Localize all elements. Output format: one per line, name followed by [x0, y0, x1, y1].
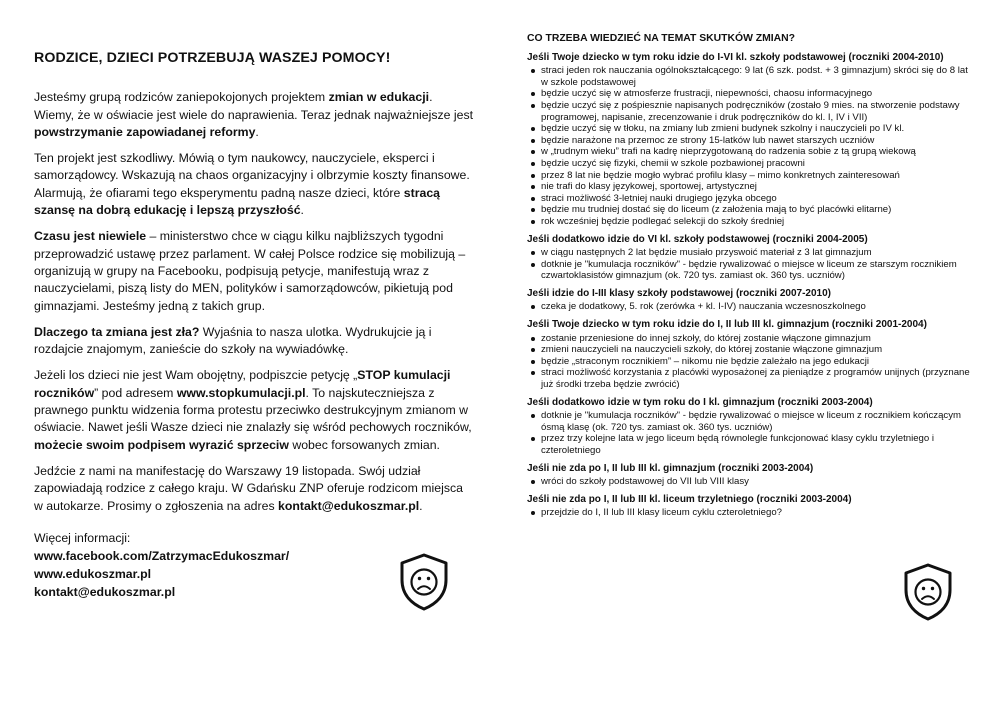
list-item: rok wcześniej będzie podlegać selekcji do szkoły średniej [541, 216, 972, 228]
list-item: będzie „straconym rocznikiem” – nikomu nie będzie zależało na jego edukacji [541, 356, 972, 368]
emphasis: Dlaczego ta zmiana jest zła? [34, 324, 200, 339]
section-heading: Jeśli dodatkowo idzie w tym roku do I kl. gimnazjum (roczniki 2003-2004) [527, 396, 873, 408]
contact-email-link[interactable]: kontakt@edukoszmar.pl [278, 498, 420, 513]
list-item: przez 8 lat nie będzie mogło wybrać profilu klasy – mimo konkretnych zainteresowań [541, 170, 972, 182]
why-paragraph [34, 324, 474, 359]
sad-shield-icon [902, 562, 954, 627]
text-span: ” pod adresem [94, 385, 177, 400]
list-item: będzie mu trudniej dostać się do liceum (z założenia mają to być placówki elitarne) [541, 204, 972, 216]
right-column [527, 33, 972, 519]
text-span: Jedźcie z nami na manifestację do Warszawy 19 listopada. Swój udział zapowiadają rodzice z całego kraju. W Gdańsku ZNP oferuje rodzicom miejsca w autokarze. Prosimy o zgłoszenia na adres [34, 463, 463, 513]
emphasis: zmian w edukacji [328, 90, 430, 105]
petition-paragraph [34, 367, 474, 453]
list-item: czeka je dodatkowy, 5. rok (zerówka + kl. I-IV) nauczania wczesnoszkolnego [541, 301, 972, 313]
text-span: . [255, 124, 259, 139]
section-heading: Jeśli nie zda po I, II lub III kl. gimnazjum (roczniki 2003-2004) [527, 462, 814, 474]
text-span: Jesteśmy grupą rodziców zaniepokojonych projektem [34, 90, 329, 105]
list-item: w „trudnym wieku” trafi na kadrę nieprzygotowaną do radzenia sobie z tą grupą wiekową [541, 146, 972, 158]
list-item: będzie uczyć się w atmosferze frustracji, niepewności, chaosu informacyjnego [541, 88, 972, 100]
list-item: przejdzie do I, II lub III klasy liceum cyklu czteroletniego? [541, 507, 972, 519]
list-item: nie trafi do klasy językowej, sportowej, artystycznej [541, 181, 972, 193]
manifestation-paragraph [34, 463, 474, 515]
effects-title: CO TRZEBA WIEDZIEĆ NA TEMAT SKUTKÓW ZMIAN? [527, 33, 796, 44]
harm-paragraph [34, 150, 474, 219]
list-item: dotknie je "kumulacja roczników" - będzie rywalizować o miejsce w liceum z rocznikiem kończącym ósmą klasę (ok. 720 tys. zamiast ok. 360 tys. uczniów) [541, 410, 972, 433]
emphasis: możecie swoim podpisem wyrazić sprzeciw [34, 437, 289, 452]
text-span: Jeżeli los dzieci nie jest Wam obojętny, podpiszcie petycję „ [34, 368, 358, 383]
section-heading: Jeśli dodatkowo idzie do VI kl. szkoły podstawowej (roczniki 2004-2005) [527, 233, 868, 245]
section-list [527, 476, 972, 488]
text-span: . To najskuteczniejsza z prawnego punktu widzenia forma protestu przeciwko destrukcyjnym zmianom w oświacie. Nawet jeśli Wasze dzieci nie znalazły się wśród pechowych roczników, [34, 385, 472, 435]
text-span: . [300, 203, 304, 218]
emphasis: Czasu jest niewiele [34, 229, 147, 244]
list-item: będzie narażone na przemoc ze strony 15-latków lub nawet starszych uczniów [541, 135, 972, 147]
emphasis: stracą szansę na dobrą edukację i lepszą przyszłość [34, 185, 441, 218]
left-column [34, 50, 474, 601]
list-item: zmieni nauczycieli na nauczycieli szkoły, do której zostanie włączone gimnazjum [541, 344, 972, 356]
sad-shield-icon [398, 552, 450, 617]
text-span: wobec forsowanych zmian. [288, 437, 440, 452]
list-item: straci możliwość korzystania z placówki wyposażonej za pieniądze z programów unijnych (przyznane już środki trzeba będzie zwrócić) [541, 367, 972, 390]
facebook-link[interactable]: www.facebook.com/ZatrzymacEdukoszmar/ [34, 548, 290, 563]
section-heading: Jeśli nie zda po I, II lub III kl. liceum trzyletniego (roczniki 2003-2004) [527, 493, 852, 505]
list-item: wróci do szkoły podstawowej do VII lub VIII klasy [541, 476, 972, 488]
list-item: straci możliwość 3-letniej nauki drugiego języka obcego [541, 193, 972, 205]
emphasis: STOP kumulacji roczników [34, 368, 451, 400]
text-span: . Wiemy, że w oświacie jest wiele do naprawienia. Teraz jednak najważniejsze jest [34, 90, 474, 122]
page-title: RODZICE, DZIECI POTRZEBUJĄ WASZEJ POMOCY! [34, 50, 391, 66]
list-item: dotknie je "kumulacja roczników" - będzie rywalizować o miejsce w liceum ze starszym rocznikiem czwartoklasistów gimnazjum (ok. 720 tys. zamiast ok. 360 tys. uczniów) [541, 259, 972, 282]
section-list [527, 410, 972, 456]
intro-paragraph [34, 89, 474, 141]
section-heading: Jeśli Twoje dziecko w tym roku idzie do I-VI kl. szkoły podstawowej (roczniki 2004-2010) [527, 51, 944, 63]
email-link[interactable]: kontakt@edukoszmar.pl [34, 584, 176, 599]
list-item: będzie uczyć się fizyki, chemii w szkole pozbawionej pracowni [541, 158, 972, 170]
petition-link[interactable]: www.stopkumulacji.pl [176, 385, 306, 400]
more-info-label: Więcej informacji: [34, 530, 131, 545]
section-list [527, 247, 972, 282]
text-span: – ministerstwo chce w ciągu kilku najbliższych tygodni przeprowadzić ustawę przez parlament. W całej Polsce rodzice się mobilizują – organizują w grupy na Facebooku, podpisują petycje, manifestują wraz z nauczycielami, piszą listy do MEN, polityków i samorządowców, pikietują pod gimnazjami. Jesteśmy jedną z takich grup. [34, 229, 466, 313]
list-item: będzie uczyć się w tłoku, na zmiany lub zmieni budynek szkolny i nauczycieli po IV kl. [541, 123, 972, 135]
emphasis: powstrzymanie zapowiadanej reformy [34, 124, 256, 139]
list-item: przez trzy kolejne lata w jego liceum będą równolegle funkcjonować klasy cyklu trzyletniego i czteroletniego [541, 433, 972, 456]
website-link[interactable]: www.edukoszmar.pl [34, 566, 152, 581]
section-heading: Jeśli Twoje dziecko w tym roku idzie do I, II lub III kl. gimnazjum (roczniki 2001-2004) [527, 319, 927, 331]
effects-sections [527, 52, 972, 519]
list-item: będzie uczyć się z pośpiesznie napisanych podręczników (zostało 9 mies. na stworzenie podstawy programowej, napisanie, zrecenzowanie i druk podręczników do kl. I, IV i VII) [541, 100, 972, 123]
section-heading: Jeśli idzie do I-III klasy szkoły podstawowej (roczniki 2007-2010) [527, 287, 832, 299]
list-item: zostanie przeniesione do innej szkoły, do której zostanie włączone gimnazjum [541, 333, 972, 345]
list-item: w ciągu następnych 2 lat będzie musiało przyswoić materiał z 3 lat gimnazjum [541, 247, 972, 259]
list-item: straci jeden rok nauczania ogólnokształcącego: 9 lat (6 szk. podst. + 3 gimnazjum) skróci się do 8 lat w szkole podstawowej [541, 65, 972, 88]
section-list [527, 301, 972, 313]
section-list [527, 333, 972, 391]
time-paragraph [34, 228, 474, 314]
section-list [527, 507, 972, 519]
text-span: . [419, 498, 423, 513]
text-span: Ten projekt jest szkodliwy. Mówią o tym naukowcy, nauczyciele, eksperci i samorządowcy. Wskazują na chaos organizacyjny i olbrzymie koszty finansowe. Alarmują, że ofiarami tego eksperymentu padną nasze dzieci, które [34, 151, 470, 200]
section-list [527, 65, 972, 227]
text-span: Wyjaśnia to nasza ulotka. Wydrukujcie ją i rozdajcie znajomym, zanieście do szkoły na wywiadówkę. [34, 324, 432, 357]
